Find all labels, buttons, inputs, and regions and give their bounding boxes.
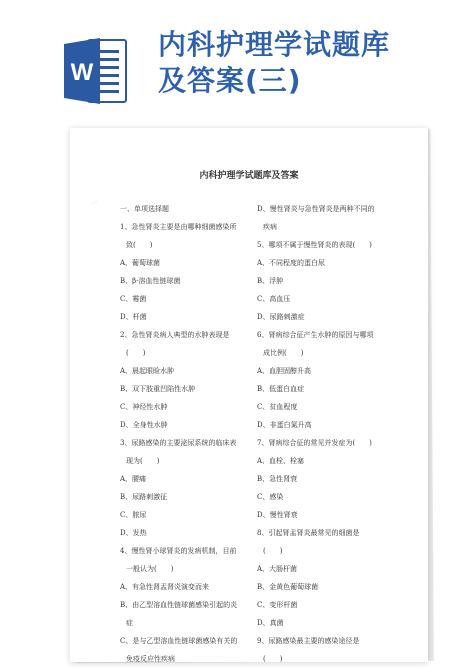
question-line: A、葡萄球菌 [120, 259, 161, 267]
page-title [158, 27, 458, 99]
word-document-icon [64, 36, 128, 106]
question-line: 7、肾病综合征的常见并发症为( ) [257, 439, 372, 447]
question-line: D、慢性肾衰 [257, 511, 298, 519]
question-line: A、晨起眼睑水肿 [120, 367, 175, 375]
question-line: ( ) [263, 547, 283, 555]
document-preview [70, 128, 428, 662]
question-line: ( ) [263, 655, 283, 662]
question-line: D、发热 [120, 529, 147, 537]
question-line: 1、急性肾炎主要是由哪种细菌感染所 [120, 223, 237, 231]
question-line: A、有急性肾盂肾炎演变而来 [120, 583, 210, 591]
question-line: A、腰痛 [120, 475, 147, 483]
question-line: 8、引起肾盂肾炎最常见的细菌是 [257, 529, 360, 537]
question-line: B、尿路刺激征 [120, 493, 168, 501]
question-line: B、急性肾衰 [257, 475, 298, 483]
question-line: C、霉菌 [120, 295, 147, 303]
question-line: 现为( ) [126, 457, 160, 465]
question-line: 3、尿路感染的主要泌尿系统的临床表 [120, 439, 237, 447]
question-line: D、真菌 [257, 619, 284, 627]
question-line: 成比例( ) [263, 349, 304, 357]
question-line: C、是与乙型溶血性链球菌感染有关的 [120, 637, 238, 645]
question-line: D、全身性水肿 [120, 421, 168, 429]
question-line: B、双下肢重凹陷性水肿 [120, 385, 196, 393]
question-line: B、β-溶血性链球菌 [120, 277, 181, 285]
svg-text:W: W [70, 59, 94, 86]
question-line: C、脓尿 [120, 511, 147, 519]
question-line: B、浮肿 [257, 277, 284, 285]
question-line: ( ) [126, 349, 146, 357]
question-line: A、血栓、栓塞 [257, 457, 305, 465]
question-line: B、金黄色葡萄球菌 [257, 583, 319, 591]
question-line: 9、尿路感染最主要的感染途径是 [257, 637, 360, 645]
question-line: A、不同程度的蛋白尿 [257, 259, 326, 267]
question-line: D、慢性肾炎与急性肾炎是两种不同的 [257, 205, 375, 213]
watermark: — [88, 196, 101, 210]
question-line: A、大肠杆菌 [257, 565, 298, 573]
question-line: C、变形杆菌 [257, 601, 298, 609]
question-line: D、非蛋白氮升高 [257, 421, 312, 429]
page-title-line-1: 内科护理学试题库 [158, 28, 391, 61]
question-line: A、血胆固醇升高 [257, 367, 312, 375]
question-line: 5、哪项不属于慢性肾炎的表现( ) [257, 241, 372, 249]
question-line: 6、肾病综合征产生水肿的原因与哪项 [257, 331, 374, 339]
question-line: 免疫反应性疾病 [126, 655, 175, 662]
right-column [257, 200, 397, 662]
question-line: B、低蛋白血症 [257, 385, 305, 393]
left-column [120, 200, 268, 662]
question-line: C、贫血程度 [257, 403, 298, 411]
question-line: 一、单项选择题 [120, 205, 169, 213]
question-line: 一般认为( ) [126, 565, 174, 573]
question-line: C、感染 [257, 493, 284, 501]
page-title-line-2: 及答案(三) [158, 64, 302, 97]
question-line: D、杆菌 [120, 313, 147, 321]
question-line: 4、慢性肾小球肾炎的发病机制，目前 [120, 547, 237, 555]
question-line: 症 [126, 619, 133, 627]
document-title: 内科护理学试题库及答案 [199, 171, 299, 181]
question-line: C、高血压 [257, 295, 291, 303]
question-line: C、神经性水肿 [120, 403, 168, 411]
question-line: B、由乙型溶血性链球菌感染引起的炎 [120, 601, 238, 609]
question-line: 疾病 [263, 223, 277, 231]
question-line: 2、急性肾炎病人典型的水肿表现是 [120, 331, 230, 339]
question-line: 致( ) [126, 241, 153, 249]
question-line: D、尿路刺激症 [257, 313, 305, 321]
